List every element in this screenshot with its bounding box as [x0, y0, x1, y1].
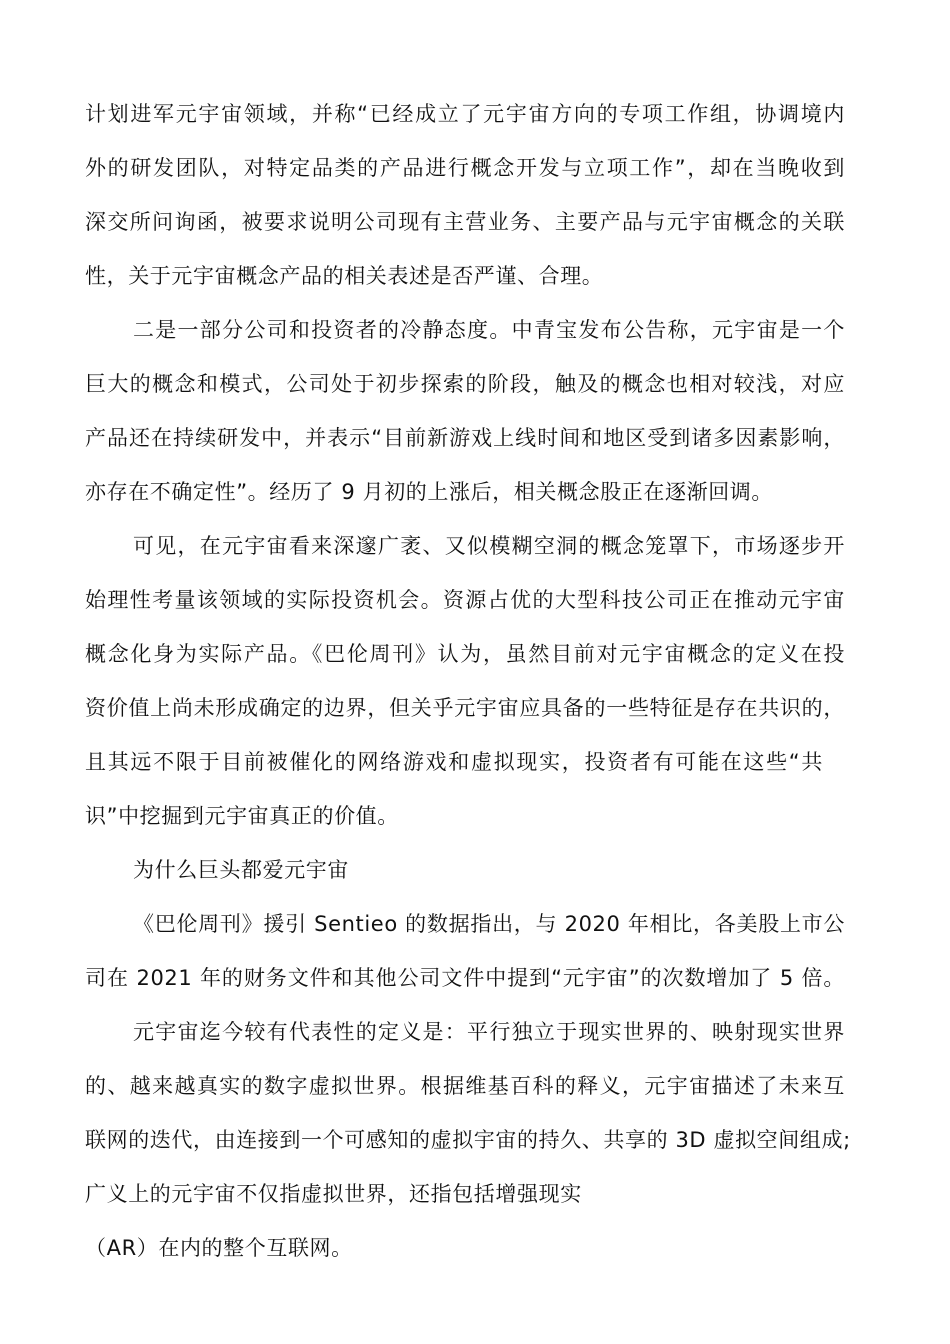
text-line: 外的研发团队，对特定品类的产品进行概念开发与立项工作”，却在当晚收到 [85, 156, 845, 180]
text-line: 概念化身为实际产品。《巴伦周刊》认为，虽然目前对元宇宙概念的定义在投 [85, 642, 845, 666]
text-line: 巨大的概念和模式，公司处于初步探索的阶段，触及的概念也相对较浅，对应 [85, 372, 845, 396]
text-line: 识”中挖掘到元宇宙真正的价值。 [85, 804, 399, 828]
text-line: 始理性考量该领域的实际投资机会。资源占优的大型科技公司正在推动元宇宙 [85, 588, 845, 612]
text-line: 计划进军元宇宙领域，并称“已经成立了元宇宙方向的专项工作组，协调境内 [85, 102, 845, 126]
text-line: 且其远不限于目前被催化的网络游戏和虚拟现实，投资者有可能在这些“共 [85, 750, 823, 774]
text-line: 司在 2021 年的财务文件和其他公司文件中提到“元宇宙”的次数增加了 5 倍。 [85, 966, 845, 990]
text-line: 产品还在持续研发中，并表示“目前新游戏上线时间和地区受到诸多因素影响， [85, 426, 845, 450]
paragraph-first-line: 《巴伦周刊》援引 Sentieo 的数据指出，与 2020 年相比，各美股上市公 [133, 912, 845, 936]
text-line: 的、越来越真实的数字虚拟世界。根据维基百科的释义，元宇宙描述了未来互 [85, 1074, 845, 1098]
text-line: 联网的迭代，由连接到一个可感知的虚拟宇宙的持久、共享的 3D 虚拟空间组成; [85, 1128, 851, 1152]
text-line: （AR）在内的整个互联网。 [85, 1236, 353, 1260]
paragraph-first-line: 二是一部分公司和投资者的冷静态度。中青宝发布公告称，元宇宙是一个 [133, 318, 845, 342]
text-line: 亦存在不确定性”。经历了 9 月初的上涨后，相关概念股正在逐渐回调。 [85, 480, 773, 504]
paragraph-first-line: 可见，在元宇宙看来深邃广袤、又似模糊空洞的概念笼罩下，市场逐步开 [133, 534, 845, 558]
text-line: 资价值上尚未形成确定的边界，但关乎元宇宙应具备的一些特征是存在共识的， [85, 696, 845, 720]
text-line: 广义上的元宇宙不仅指虚拟世界，还指包括增强现实 [85, 1182, 582, 1206]
paragraph-first-line: 元宇宙迄今较有代表性的定义是：平行独立于现实世界的、映射现实世界 [133, 1020, 845, 1044]
text-line: 深交所问询函，被要求说明公司现有主营业务、主要产品与元宇宙概念的关联 [85, 210, 845, 234]
text-line: 性，关于元宇宙概念产品的相关表述是否严谨、合理。 [85, 264, 604, 288]
section-heading: 为什么巨头都爱元宇宙 [133, 858, 349, 882]
